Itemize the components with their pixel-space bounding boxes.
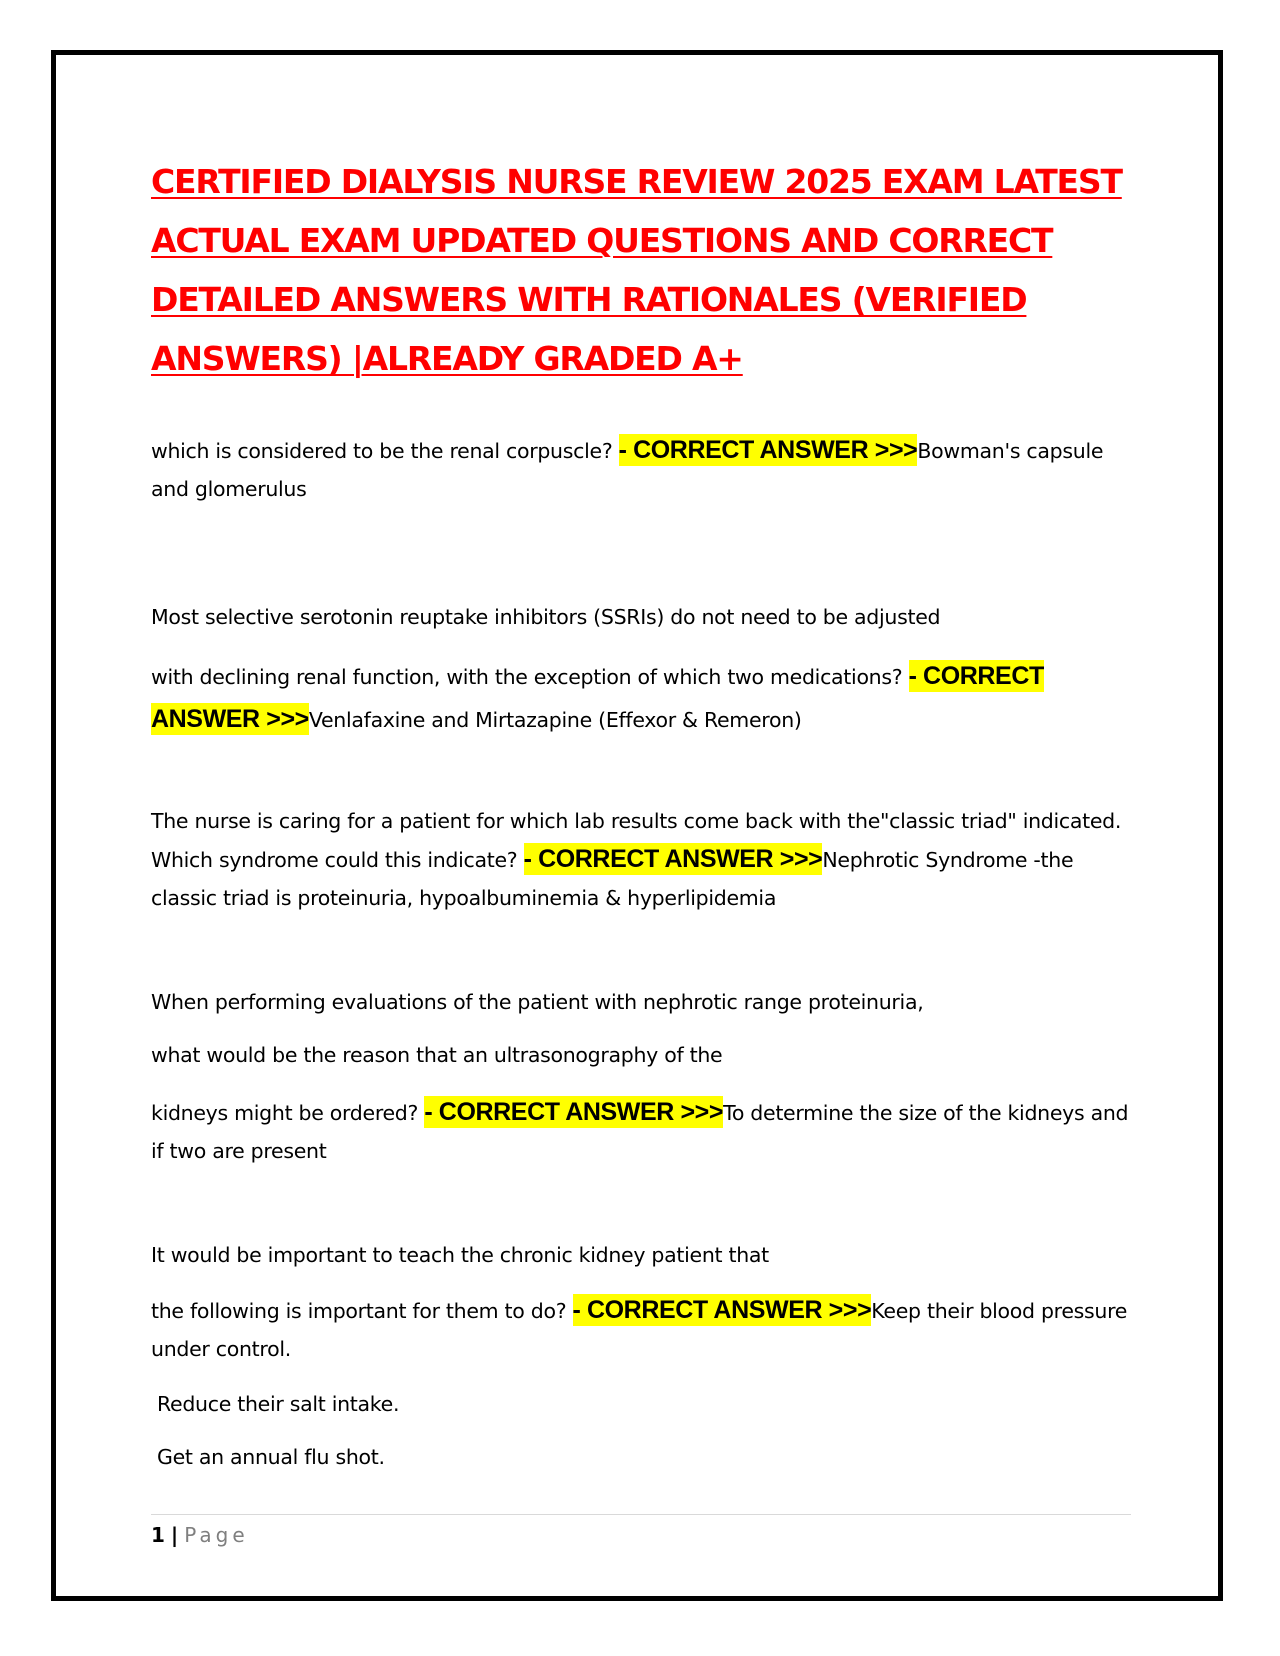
question-lead-text: When performing evaluations of the patient with nephrotic range proteinuria, (151, 990, 924, 1014)
document-title: CERTIFIED DIALYSIS NURSE REVIEW 2025 EXAM LATEST ACTUAL EXAM UPDATED QUESTIONS AND CORRECT DETAILED ANSWERS WITH RATIONALES (VERIFIED ANSWERS) |ALREADY GRADED A+ (151, 162, 1122, 378)
question-text: with declining renal function, with the exception of which two medications? (151, 665, 909, 689)
qa-item-2 (151, 655, 1131, 741)
qa-item-5 (151, 1291, 1131, 1368)
page-footer (151, 1520, 249, 1550)
question-text: which is considered to be the renal corpuscle? (151, 439, 619, 463)
answer-text: Venlafaxine and Mirtazapine (Effexor & Remeron) (308, 708, 802, 732)
footer-divider (151, 1514, 1131, 1515)
page-number: 1 (151, 1523, 165, 1547)
question-text: kidneys might be ordered? (151, 1101, 425, 1125)
question-text: the following is important for them to do? (151, 1299, 573, 1323)
answer-text: To determine the size of the kidneys and if two are present (151, 1101, 1129, 1163)
question-text: The nurse is caring for a patient for which lab results come back with the"classic triad" indicated. Which syndrome could this indicate? (151, 809, 1122, 872)
correct-answer-marker: - CORRECT ANSWER >>> (572, 1296, 872, 1324)
qa-item-3 (151, 802, 1131, 917)
qa-item-4 (151, 1093, 1131, 1170)
answer-list-item: Reduce their salt intake. (157, 1392, 400, 1416)
answer-list-item: Get an annual flu shot. (157, 1445, 385, 1469)
correct-answer-marker: - CORRECT ANSWER >>> (618, 436, 918, 464)
question-lead-text: It would be important to teach the chronic kidney patient that (151, 1243, 769, 1267)
answer-text: Bowman's capsule and glomerulus (151, 439, 1104, 501)
correct-answer-marker: - CORRECT ANSWER >>> (424, 1098, 724, 1126)
page-label: Page (184, 1523, 249, 1547)
answer-text: Nephrotic Syndrome -the classic triad is proteinuria, hypoalbuminemia & hyperlipidemia (151, 848, 1074, 910)
answer-text: Keep their blood pressure under control. (151, 1299, 1128, 1361)
correct-answer-marker: - CORRECT ANSWER >>> (523, 845, 823, 873)
question-lead-text: Most selective serotonin reuptake inhibitors (SSRIs) do not need to be adjusted (151, 605, 941, 629)
correct-answer-marker: - CORRECT ANSWER >>> (151, 662, 1044, 733)
footer-separator: | (170, 1523, 179, 1547)
qa-item-1 (151, 431, 1131, 508)
question-lead-text: what would be the reason that an ultrasonography of the (151, 1043, 723, 1067)
